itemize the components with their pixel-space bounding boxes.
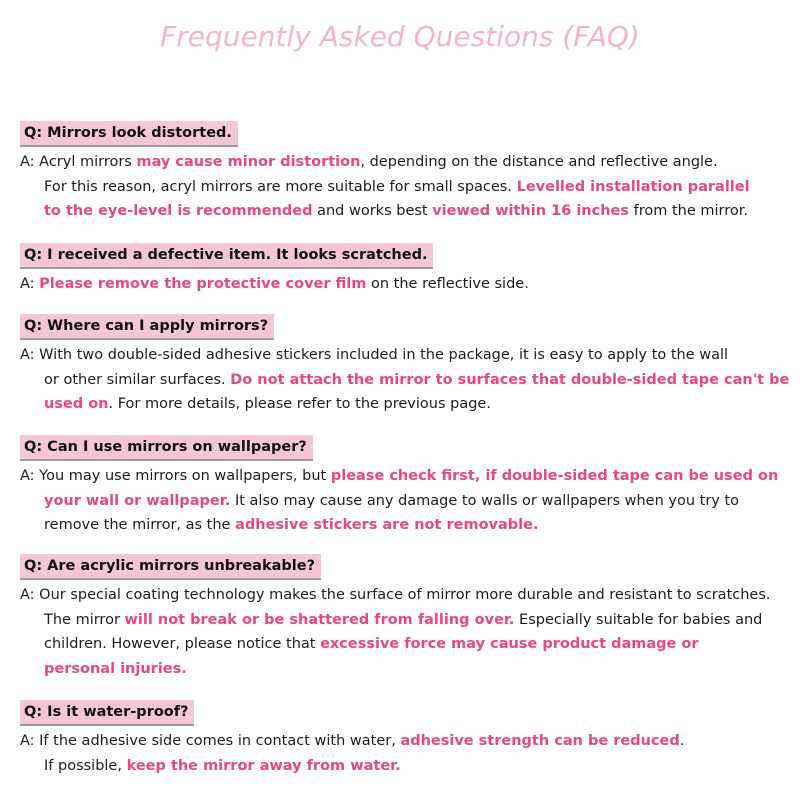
highlighted-text: will not break or be shattered from falling over.	[124, 611, 515, 628]
answer-text: For this reason, acryl mirrors are more suitable for small spaces.	[44, 178, 517, 195]
answer-line	[20, 343, 792, 368]
answer-text: . For more details, please refer to the previous page.	[108, 396, 491, 412]
faq-item-apply	[20, 314, 792, 417]
highlighted-text: viewed within 16 inches	[432, 203, 629, 219]
answer-line	[20, 729, 792, 754]
highlighted-text: may cause minor distortion	[136, 154, 361, 170]
answer-line	[20, 583, 792, 608]
answer-text: A: With two double-sided adhesive stickers included in the package, it is easy to apply to the wall	[20, 347, 729, 363]
faq-item-unbreakable	[20, 554, 792, 681]
answer-line	[20, 608, 792, 633]
answer-text: The mirror	[44, 611, 125, 628]
answer-text: remove the mirror, as the	[44, 517, 236, 533]
answer-text: A: Acryl mirrors	[20, 154, 137, 170]
faq-question: Q: Mirrors look distorted.	[20, 121, 238, 147]
answer-line	[20, 657, 792, 682]
answer-line	[20, 392, 792, 417]
answer-text: .	[679, 733, 685, 749]
answer-text: If possible,	[44, 757, 127, 774]
page-title: Frequently Asked Questions (FAQ)	[160, 20, 640, 53]
answer-text: from the mirror.	[629, 203, 748, 219]
answer-text: It also may cause any damage to walls or wallpapers when you try to	[230, 492, 740, 509]
highlighted-text: Do not attach the mirror to surfaces that double-sided tape can't be	[230, 371, 790, 388]
answer-line	[20, 632, 792, 657]
answer-line	[20, 272, 792, 297]
faq-question: Q: Are acrylic mirrors unbreakable?	[20, 554, 321, 580]
answer-line	[20, 754, 792, 779]
faq-answer	[20, 729, 792, 778]
highlighted-text: please check first, if double-sided tape can be used on	[330, 468, 779, 484]
answer-line	[20, 368, 792, 393]
faq-question: Q: Is it water-proof?	[20, 700, 194, 726]
answer-line	[20, 464, 792, 489]
faq-answer	[20, 272, 792, 297]
faq-answer	[20, 583, 792, 681]
answer-text: A: If the adhesive side comes in contact with water,	[20, 733, 401, 749]
answer-text: , depending on the distance and reflective angle.	[360, 154, 718, 170]
faq-answer	[20, 464, 792, 538]
answer-line	[20, 175, 792, 200]
answer-text: or other similar surfaces.	[44, 371, 231, 388]
highlighted-text: adhesive strength can be reduced	[400, 733, 680, 749]
highlighted-text: excessive force may cause product damage or	[320, 636, 699, 652]
answer-text: Especially suitable for babies and	[514, 611, 763, 628]
answer-line	[20, 199, 792, 224]
answer-line	[20, 513, 792, 538]
answer-text: A:	[20, 276, 40, 292]
answer-text: and works best	[312, 203, 433, 219]
answer-text: on the reflective side.	[366, 276, 529, 292]
highlighted-text: used on	[44, 396, 109, 412]
faq-item-waterproof	[20, 700, 792, 778]
faq-item-wallpaper	[20, 435, 792, 538]
answer-text: children. However, please notice that	[44, 636, 321, 652]
highlighted-text: Levelled installation parallel	[516, 178, 750, 195]
faq-question: Q: I received a defective item. It looks scratched.	[20, 243, 433, 269]
faq-question: Q: Can I use mirrors on wallpaper?	[20, 435, 313, 461]
faq-item-defective	[20, 243, 792, 297]
faq-question: Q: Where can I apply mirrors?	[20, 314, 274, 340]
highlighted-text: Please remove the protective cover film	[39, 276, 367, 292]
answer-line	[20, 489, 792, 514]
faq-item-distorted	[20, 121, 792, 224]
faq-answer	[20, 150, 792, 224]
answer-text: A: You may use mirrors on wallpapers, but	[20, 468, 331, 484]
answer-line	[20, 150, 792, 175]
highlighted-text: keep the mirror away from water.	[126, 757, 401, 774]
highlighted-text: to the eye-level is recommended	[44, 203, 313, 219]
answer-text: A: Our special coating technology makes the surface of mirror more durable and resistant to scratches.	[20, 587, 771, 603]
highlighted-text: adhesive stickers are not removable.	[235, 517, 539, 533]
faq-answer	[20, 343, 792, 417]
highlighted-text: your wall or wallpaper.	[44, 492, 231, 509]
highlighted-text: personal injuries.	[44, 660, 187, 677]
